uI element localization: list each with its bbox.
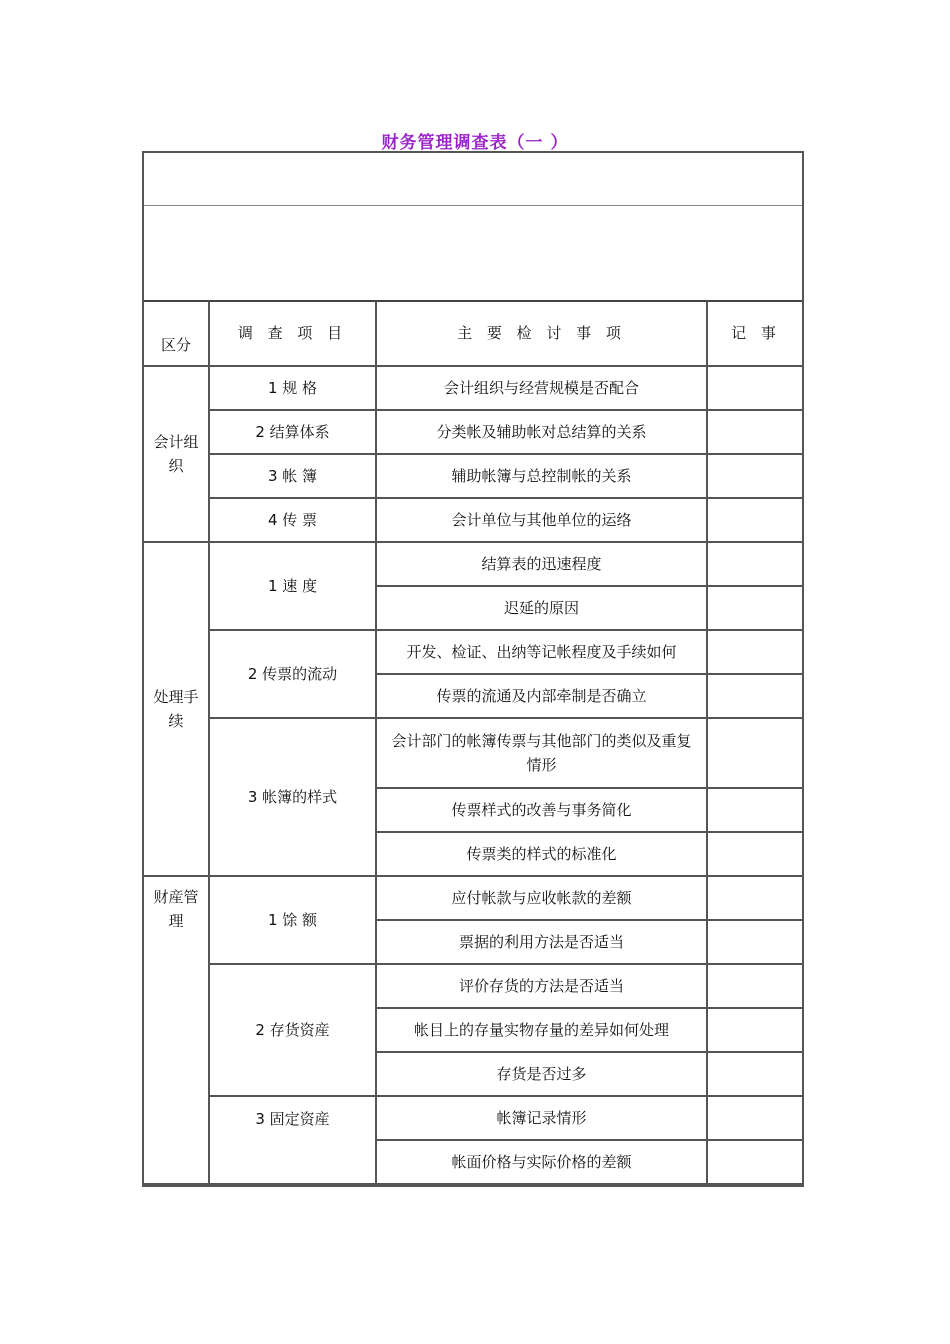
header-check: 主 要 检 讨 事 项 <box>377 301 708 367</box>
check-cell-6: 迟延的原因 <box>377 587 708 631</box>
note-cell-17 <box>708 1097 804 1141</box>
check-cell-8: 传票的流通及内部牵制是否确立 <box>377 675 708 719</box>
note-cell-5 <box>708 543 804 587</box>
item-cell-7: 3 帐簿的样式 <box>210 719 377 877</box>
area-cell-3: 财産管 理 <box>144 877 210 1185</box>
check-cell-4: 会计单位与其他单位的运络 <box>377 499 708 543</box>
blank-header-row-2 <box>144 206 802 302</box>
page-title: 财务管理调查表（一 ） <box>381 133 569 153</box>
check-cell-9: 会计部门的帐簿传票与其他部门的类似及重复情形 <box>377 719 708 789</box>
check-cell-5: 结算表的迅速程度 <box>377 543 708 587</box>
note-cell-3 <box>708 455 804 499</box>
check-cell-12: 应付帐款与应收帐款的差额 <box>377 877 708 921</box>
header-area: 区分 <box>144 301 210 367</box>
check-cell-13: 票据的利用方法是否适当 <box>377 921 708 965</box>
header-note: 记 事 <box>708 301 804 367</box>
item-cell-1: 1 规 格 <box>210 367 377 411</box>
item-cell-5: 1 速 度 <box>210 543 377 631</box>
note-cell-6 <box>708 587 804 631</box>
note-cell-18 <box>708 1141 804 1185</box>
note-cell-8 <box>708 675 804 719</box>
item-cell-2: 2 结算体系 <box>210 411 377 455</box>
note-cell-7 <box>708 631 804 675</box>
area-cell-1: 会计组 织 <box>144 367 210 543</box>
note-cell-13 <box>708 921 804 965</box>
check-cell-1: 会计组织与经营规模是否配合 <box>377 367 708 411</box>
check-cell-7: 开发、检证、出纳等记帐程度及手续如何 <box>377 631 708 675</box>
check-cell-18: 帐面价格与实际价格的差额 <box>377 1141 708 1185</box>
check-cell-10: 传票样式的改善与事务简化 <box>377 789 708 833</box>
blank-header-row-1 <box>144 153 802 206</box>
item-cell-9: 2 存货资産 <box>210 965 377 1097</box>
item-cell-10: 3 固定资産 <box>210 1097 377 1185</box>
check-cell-15: 帐目上的存量实物存量的差异如何处理 <box>377 1009 708 1053</box>
note-cell-2 <box>708 411 804 455</box>
check-cell-16: 存货是否过多 <box>377 1053 708 1097</box>
area-cell-2: 处理手 续 <box>144 543 210 877</box>
survey-table <box>142 151 804 1187</box>
note-cell-16 <box>708 1053 804 1097</box>
note-cell-12 <box>708 877 804 921</box>
note-cell-1 <box>708 367 804 411</box>
note-cell-10 <box>708 789 804 833</box>
item-cell-8: 1 馀 额 <box>210 877 377 965</box>
check-cell-3: 辅助帐簿与总控制帐的关系 <box>377 455 708 499</box>
check-cell-17: 帐簿记录情形 <box>377 1097 708 1141</box>
note-cell-15 <box>708 1009 804 1053</box>
item-cell-4: 4 传 票 <box>210 499 377 543</box>
note-cell-14 <box>708 965 804 1009</box>
note-cell-4 <box>708 499 804 543</box>
check-cell-14: 评价存货的方法是否适当 <box>377 965 708 1009</box>
item-cell-6: 2 传票的流动 <box>210 631 377 719</box>
check-cell-11: 传票类的样式的标准化 <box>377 833 708 877</box>
check-cell-2: 分类帐及辅助帐对总结算的关系 <box>377 411 708 455</box>
item-cell-3: 3 帐 簿 <box>210 455 377 499</box>
note-cell-9 <box>708 719 804 789</box>
note-cell-11 <box>708 833 804 877</box>
header-item: 调 查 项 目 <box>210 301 377 367</box>
